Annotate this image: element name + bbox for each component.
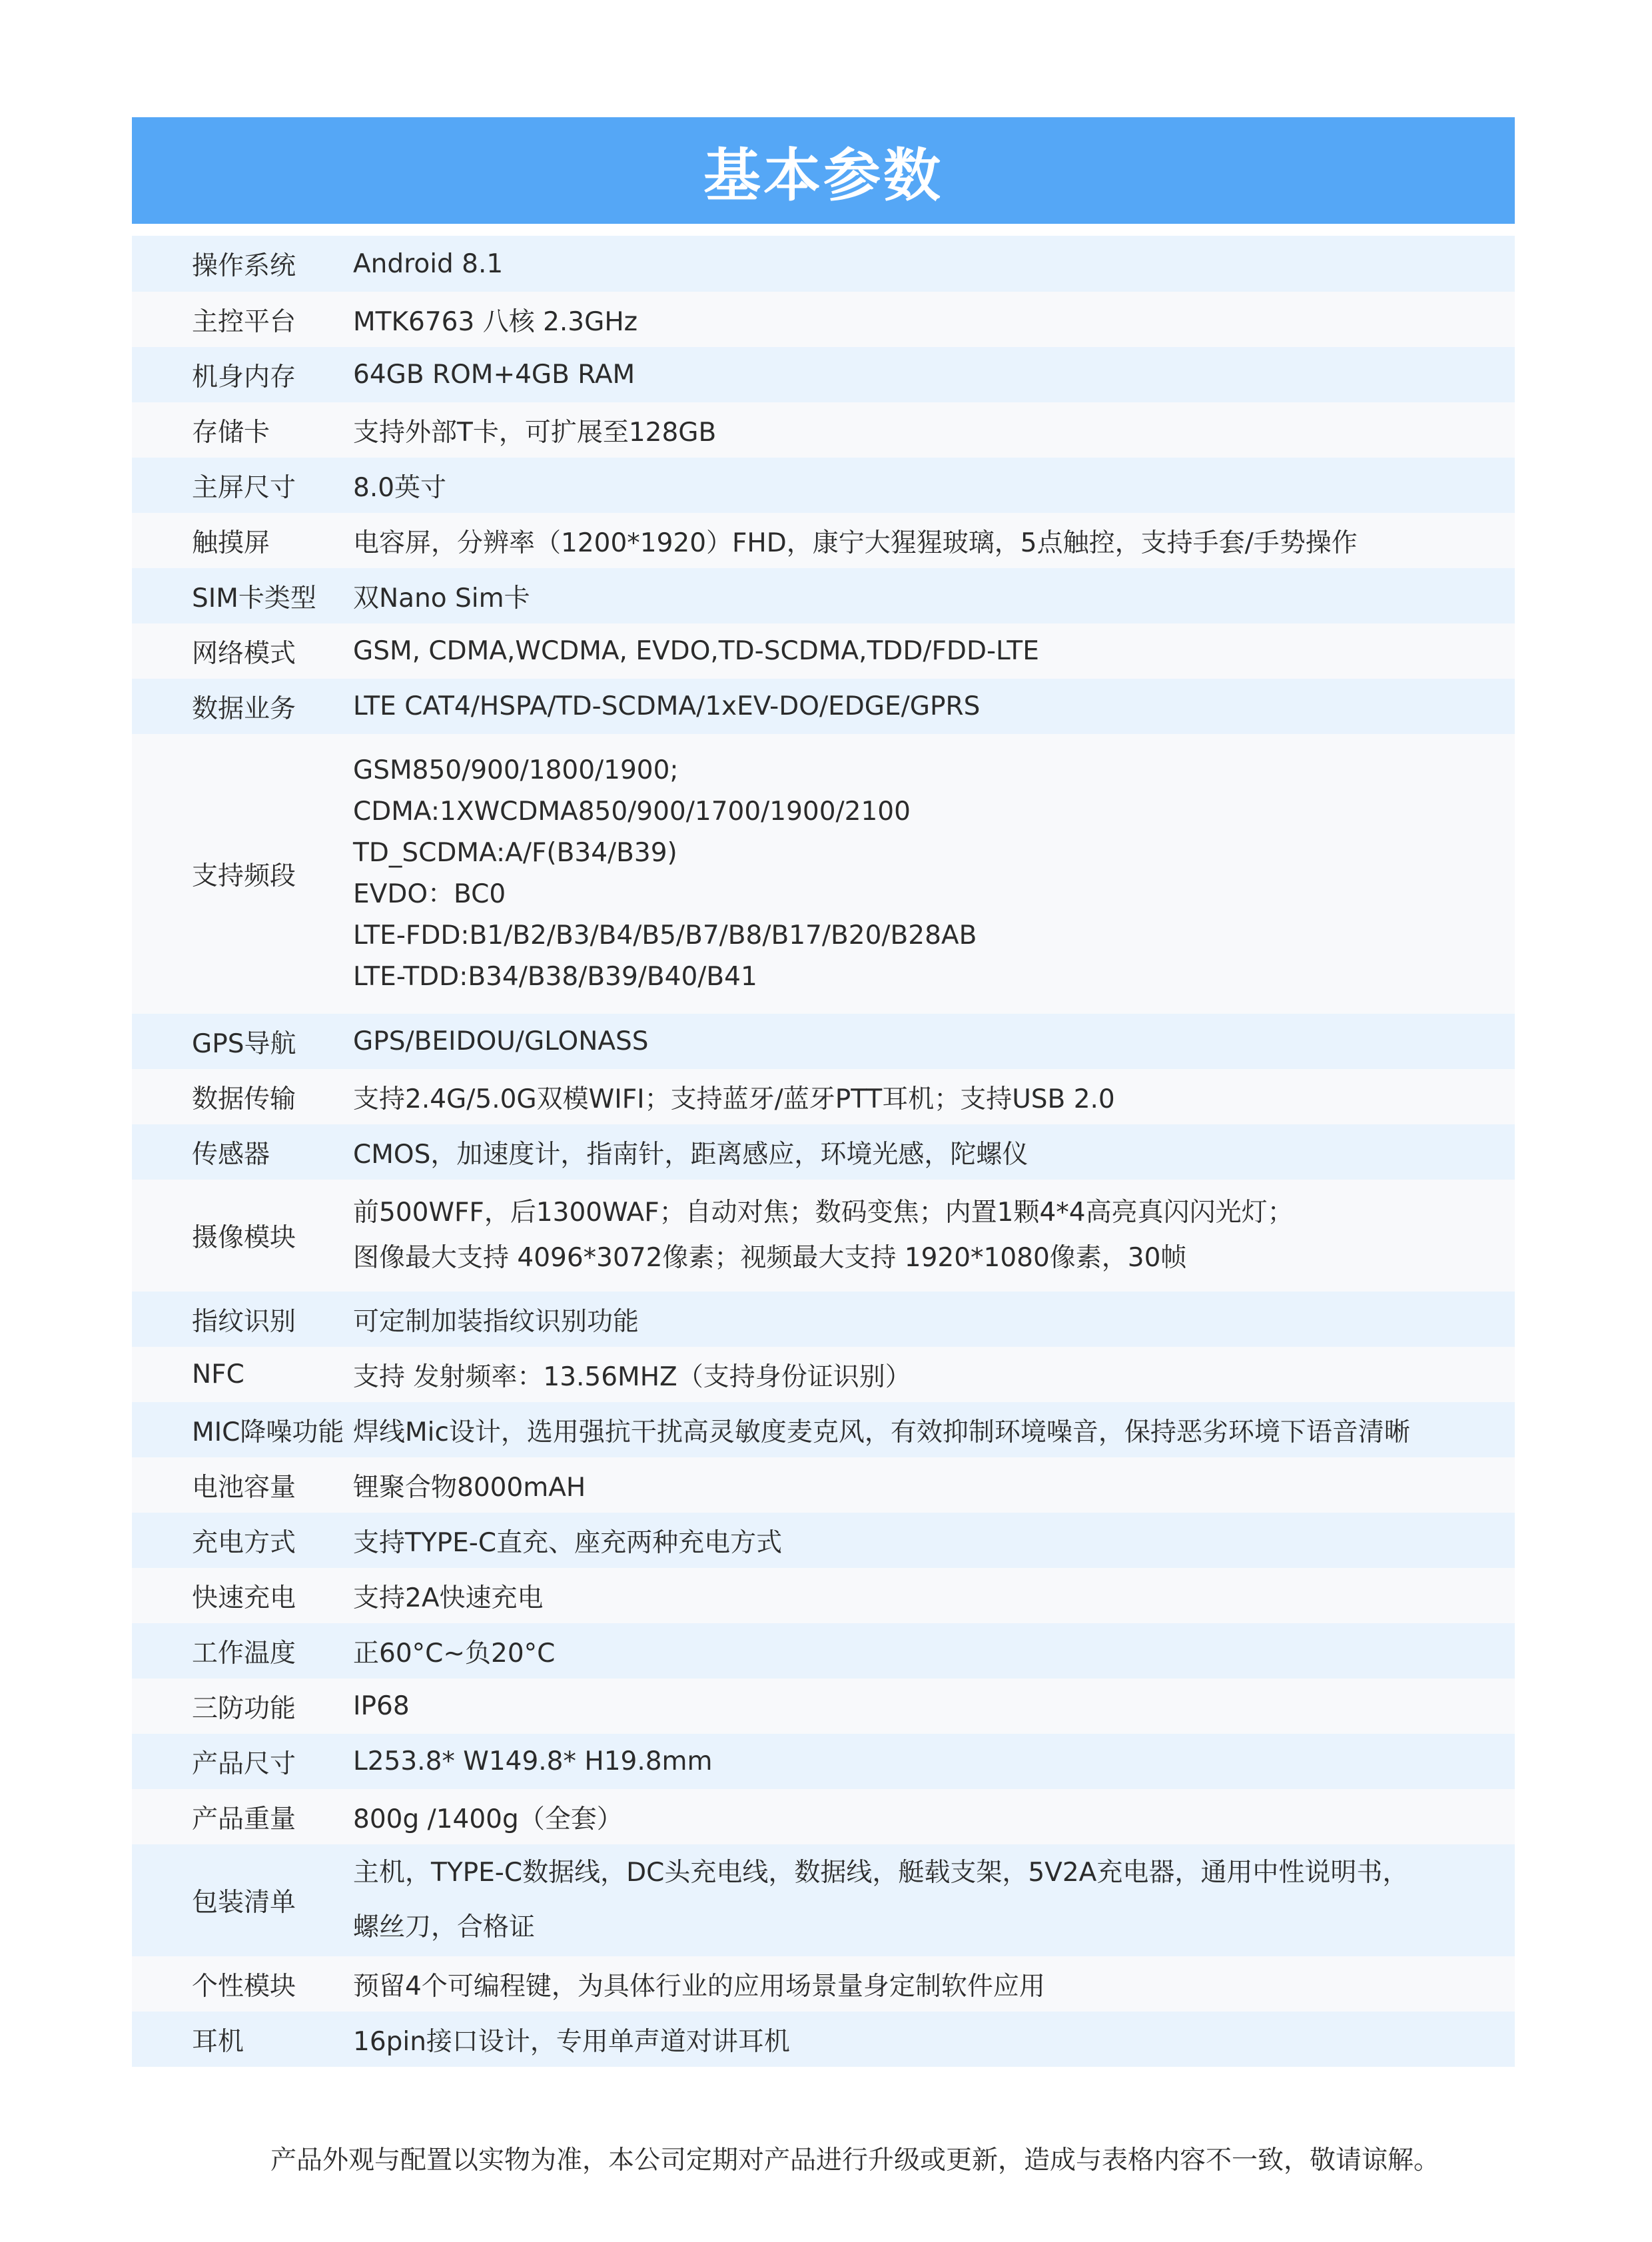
spec-value <box>353 1411 1515 1449</box>
spec-row <box>132 1844 1515 1956</box>
spec-value <box>353 1577 1515 1615</box>
spec-value <box>353 1966 1515 2003</box>
spec-label: 耳机 <box>192 2026 244 2057</box>
spec-value-line: 主机，TYPE-C数据线，DC头充电线，数据线，艇载支架，5V2A充电器，通用中性说明书， <box>353 1858 1409 1888</box>
spec-value-line: IP68 <box>353 1691 410 1721</box>
title-banner <box>132 117 1515 224</box>
spec-value <box>353 1522 1515 1559</box>
spec-value <box>353 577 1515 615</box>
spec-value-line: 前500WFF，后1300WAF；自动对焦；数码变焦；内置1颗4*4高亮真闪闪光灯； <box>353 1198 1294 1228</box>
spec-label: 网络模式 <box>192 638 296 669</box>
spec-value <box>353 1746 1515 1776</box>
spec-value-line: 正60°C~负20°C <box>353 1638 556 1669</box>
spec-value <box>353 301 1515 338</box>
spec-value-line: 64GB ROM+4GB RAM <box>353 360 635 390</box>
spec-value-line: L253.8* W149.8* H19.8mm <box>353 1746 713 1776</box>
spec-label: 操作系统 <box>192 251 296 281</box>
spec-row <box>132 1292 1515 1347</box>
spec-value-line: 可定制加装指纹识别功能 <box>353 1306 639 1337</box>
spec-row <box>132 236 1515 292</box>
spec-value-line: 支持外部T卡，可扩展至128GB <box>353 417 717 448</box>
spec-value <box>353 249 1515 279</box>
spec-value-line: GSM850/900/1800/1900; <box>353 755 679 785</box>
spec-label: 快速充电 <box>192 1583 296 1613</box>
spec-value <box>353 1301 1515 1338</box>
spec-label: 指纹识别 <box>192 1306 296 1337</box>
spec-value-line: MTK6763 八核 2.3GHz <box>353 306 638 337</box>
spec-value <box>353 636 1515 666</box>
spec-row <box>132 1180 1515 1292</box>
footnote: 产品外观与配置以实物为准，本公司定期对产品进行升级或更新，造成与表格内容不一致，敬请谅解。 <box>270 2145 1440 2175</box>
spec-value <box>353 1134 1515 1171</box>
spec-row <box>132 1347 1515 1402</box>
spec-row <box>132 402 1515 458</box>
spec-row <box>132 623 1515 679</box>
spec-label: SIM卡类型 <box>192 583 316 613</box>
spec-row <box>132 347 1515 402</box>
spec-value-line: TD_SCDMA:A/F(B34/B39) <box>353 838 677 868</box>
spec-value-line: 800g /1400g（全套） <box>353 1804 623 1834</box>
spec-label: 摄像模块 <box>192 1223 296 1253</box>
spec-value <box>353 1467 1515 1504</box>
spec-row <box>132 1568 1515 1623</box>
spec-value-line: 电容屏，分辨率（1200*1920）FHD，康宁大猩猩玻璃，5点触控，支持手套/手势操作 <box>353 528 1358 558</box>
spec-value-line: 16pin接口设计，专用单声道对讲耳机 <box>353 2026 790 2057</box>
spec-label: 数据传输 <box>192 1084 296 1114</box>
spec-value <box>353 1633 1515 1670</box>
spec-label: 主屏尺寸 <box>192 472 296 503</box>
spec-row <box>132 568 1515 623</box>
spec-value <box>353 1846 1515 1955</box>
spec-row <box>132 679 1515 734</box>
spec-label: 产品尺寸 <box>192 1748 296 1779</box>
spec-value-line: EVDO：BC0 <box>353 879 506 909</box>
spec-value-line: 锂聚合物8000mAH <box>353 1472 586 1503</box>
spec-table <box>132 236 1515 2067</box>
spec-row <box>132 1956 1515 2012</box>
spec-row <box>132 1457 1515 1513</box>
spec-label: 触摸屏 <box>192 528 270 558</box>
spec-value-line: 支持TYPE-C直充、座充两种充电方式 <box>353 1527 783 1558</box>
spec-value <box>353 1078 1515 1116</box>
spec-value-line: CMOS，加速度计，指南针，距离感应，环境光感，陀螺仪 <box>353 1139 1029 1170</box>
spec-label: 支持频段 <box>192 861 296 891</box>
spec-label: GPS导航 <box>192 1028 296 1059</box>
spec-row <box>132 1513 1515 1568</box>
spec-label: 存储卡 <box>192 417 270 448</box>
spec-value-line: 支持2.4G/5.0G双模WIFI；支持蓝牙/蓝牙PTT耳机；支持USB 2.0 <box>353 1084 1115 1114</box>
spec-value-line: 8.0英寸 <box>353 472 447 503</box>
spec-label: 电池容量 <box>192 1472 296 1503</box>
spec-sheet <box>132 117 1515 2067</box>
spec-value <box>353 467 1515 504</box>
spec-value-line: LTE-TDD:B34/B38/B39/B40/B41 <box>353 962 757 992</box>
spec-label: 三防功能 <box>192 1693 296 1724</box>
spec-label: 机身内存 <box>192 362 296 392</box>
spec-row <box>132 1402 1515 1457</box>
spec-value <box>353 1026 1515 1056</box>
spec-value-line: 双Nano Sim卡 <box>353 583 530 613</box>
spec-value <box>353 1798 1515 1836</box>
spec-value <box>353 1356 1515 1393</box>
spec-label: 产品重量 <box>192 1804 296 1834</box>
spec-row <box>132 734 1515 1014</box>
spec-row <box>132 1014 1515 1069</box>
spec-row <box>132 513 1515 568</box>
spec-value-line: LTE CAT4/HSPA/TD-SCDMA/1xEV-DO/EDGE/GPRS <box>353 691 981 721</box>
spec-row <box>132 292 1515 347</box>
spec-label: MIC降噪功能 <box>192 1417 344 1447</box>
spec-label: 传感器 <box>192 1139 270 1170</box>
spec-label: 主控平台 <box>192 306 296 337</box>
spec-row <box>132 2012 1515 2067</box>
spec-label: 个性模块 <box>192 1971 296 2002</box>
spec-row <box>132 1789 1515 1844</box>
spec-value-line: LTE-FDD:B1/B2/B3/B4/B5/B7/B8/B17/B20/B28AB <box>353 921 977 950</box>
page-title: 基本参数 <box>703 143 943 209</box>
spec-value <box>353 360 1515 390</box>
spec-value-line: GPS/BEIDOU/GLONASS <box>353 1026 649 1056</box>
spec-value <box>353 691 1515 721</box>
spec-row <box>132 1124 1515 1180</box>
spec-value-line: 支持2A快速充电 <box>353 1583 544 1613</box>
spec-row <box>132 1734 1515 1789</box>
spec-row <box>132 1069 1515 1124</box>
spec-value-line: Android 8.1 <box>353 248 504 279</box>
spec-value <box>353 522 1515 560</box>
spec-label: NFC <box>192 1359 244 1389</box>
spec-value <box>353 1691 1515 1721</box>
spec-row <box>132 1679 1515 1734</box>
spec-value <box>353 750 1515 998</box>
spec-value <box>353 1190 1515 1281</box>
spec-label: 数据业务 <box>192 693 296 724</box>
spec-label: 工作温度 <box>192 1638 296 1669</box>
spec-value <box>353 412 1515 449</box>
spec-value-line: 焊线Mic设计，选用强抗干扰高灵敏度麦克风，有效抑制环境噪音，保持恶劣环境下语音清晰 <box>353 1417 1410 1447</box>
spec-value-line: 螺丝刀，合格证 <box>353 1912 536 1942</box>
spec-label: 充电方式 <box>192 1527 296 1558</box>
spec-row <box>132 1623 1515 1679</box>
spec-value-line: GSM, CDMA,WCDMA, EVDO,TD-SCDMA,TDD/FDD-LTE <box>353 636 1039 666</box>
spec-value-line: 图像最大支持 4096*3072像素；视频最大支持 1920*1080像素，30帧 <box>353 1243 1187 1273</box>
spec-value-line: CDMA:1XWCDMA850/900/1700/1900/2100 <box>353 797 911 827</box>
spec-row <box>132 458 1515 513</box>
spec-value <box>353 2021 1515 2058</box>
spec-value-line: 预留4个可编程键，为具体行业的应用场景量身定制软件应用 <box>353 1971 1045 2002</box>
spec-value-line: 支持 发射频率：13.56MHZ（支持身份证识别） <box>353 1361 911 1392</box>
spec-label: 包装清单 <box>192 1888 296 1918</box>
